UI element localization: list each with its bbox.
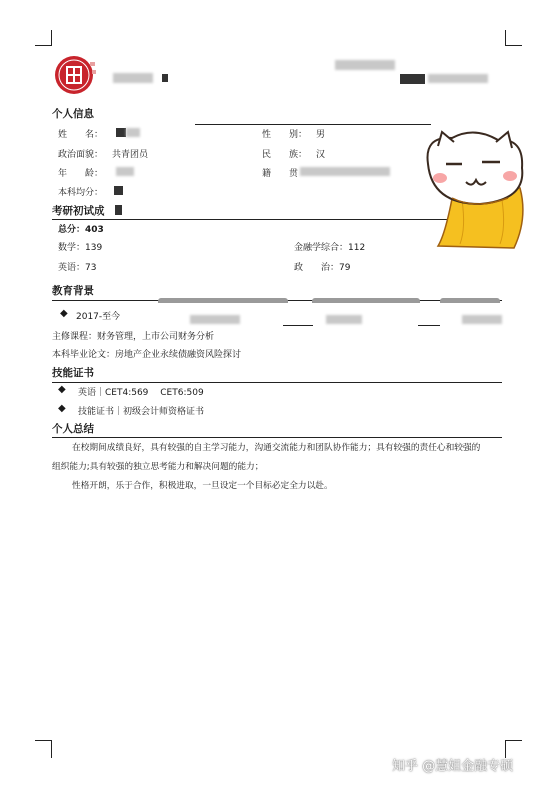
redacted-exam-title — [115, 205, 122, 215]
crop-mark-br-h — [505, 740, 522, 741]
redacted-name — [116, 128, 126, 137]
crop-mark-tl-v — [51, 30, 52, 46]
section-title-summary: 个人总结 — [52, 423, 94, 435]
redacted-name-2 — [126, 128, 140, 137]
gender-value: 男 — [316, 130, 326, 140]
education-bar-1 — [158, 298, 288, 303]
redacted-mark — [162, 74, 168, 82]
summary-line-3: 性格开朗，乐于合作，积极进取，一旦设定一个目标必定全力以赴。 — [72, 481, 333, 491]
zhihu-watermark: 知乎 @慧姐金融专硕 — [392, 759, 514, 774]
cat-mascot-sticker — [416, 128, 534, 253]
redacted-contact-dark — [400, 74, 425, 84]
summary-line-2: 组织能力;具有较强的独立思考能力和解决问题的能力； — [52, 462, 264, 472]
redacted-native — [300, 167, 390, 176]
exam-english: 英语：73 — [58, 263, 97, 273]
education-courses: 主修课程：财务管理，上市公司财务分析 — [52, 332, 215, 342]
ethnicity-value: 汉 — [316, 150, 326, 160]
section-rule-summary — [52, 437, 502, 438]
political-value: 共青团员 — [112, 150, 149, 160]
redacted-gpa — [114, 186, 123, 195]
name-label: 姓 名： — [58, 130, 104, 140]
exam-total: 总分：403 — [58, 225, 104, 235]
section-rule-skills — [52, 382, 502, 383]
redacted-name-header — [113, 73, 153, 83]
crop-mark-tr-h — [505, 45, 522, 46]
exam-finance: 金融学综合：112 — [294, 243, 366, 253]
skill-english: 英语｜CET4:569 CET6:509 — [78, 388, 204, 398]
section-rule-personal — [195, 124, 431, 125]
section-rule-exam — [52, 219, 457, 220]
school-seal-logo — [52, 54, 100, 96]
section-title-skills: 技能证书 — [52, 367, 94, 379]
bullet-diamond-english: ◆ — [58, 384, 66, 395]
section-title-exam: 考研初试成 — [52, 205, 105, 217]
exam-politics: 政 治：79 — [294, 263, 351, 273]
crop-mark-tl-h — [35, 45, 52, 46]
redacted-major-line — [283, 325, 313, 326]
skill-cert: 技能证书｜初级会计师资格证书 — [78, 407, 205, 417]
redacted-contact — [335, 60, 395, 70]
crop-mark-bl-h — [35, 740, 52, 741]
crop-mark-bl-v — [51, 740, 52, 758]
education-bar-2 — [312, 298, 420, 303]
crop-mark-tr-v — [505, 30, 506, 46]
redacted-major — [326, 315, 362, 324]
redacted-degree-line — [418, 325, 440, 326]
education-period: 2017-至今 — [76, 312, 121, 322]
bullet-diamond-education: ◆ — [60, 308, 68, 319]
ethnicity-label: 民 族： — [262, 150, 308, 160]
summary-line-1: 在校期间成绩良好，具有较强的自主学习能力，沟通交流能力和团队协作能力；具有较强的责任心和较强的 — [72, 443, 481, 453]
section-title-education: 教育背景 — [52, 285, 94, 297]
exam-math: 数学：139 — [58, 243, 103, 253]
gender-label: 性 别： — [262, 130, 308, 140]
native-label: 籍 贯 — [262, 169, 299, 179]
gpa-label: 本科均分： — [58, 188, 104, 198]
section-title-personal: 个人信息 — [52, 108, 94, 120]
redacted-degree — [462, 315, 502, 324]
redacted-school — [190, 315, 240, 324]
political-label: 政治面貌： — [58, 150, 104, 160]
education-thesis: 本科毕业论文：房地产企业永续债融资风险探讨 — [52, 350, 242, 360]
redacted-contact-2 — [428, 74, 488, 83]
age-label: 年 龄： — [58, 169, 104, 179]
bullet-diamond-cert: ◆ — [58, 403, 66, 414]
education-bar-3 — [440, 298, 500, 303]
redacted-age — [116, 167, 134, 176]
